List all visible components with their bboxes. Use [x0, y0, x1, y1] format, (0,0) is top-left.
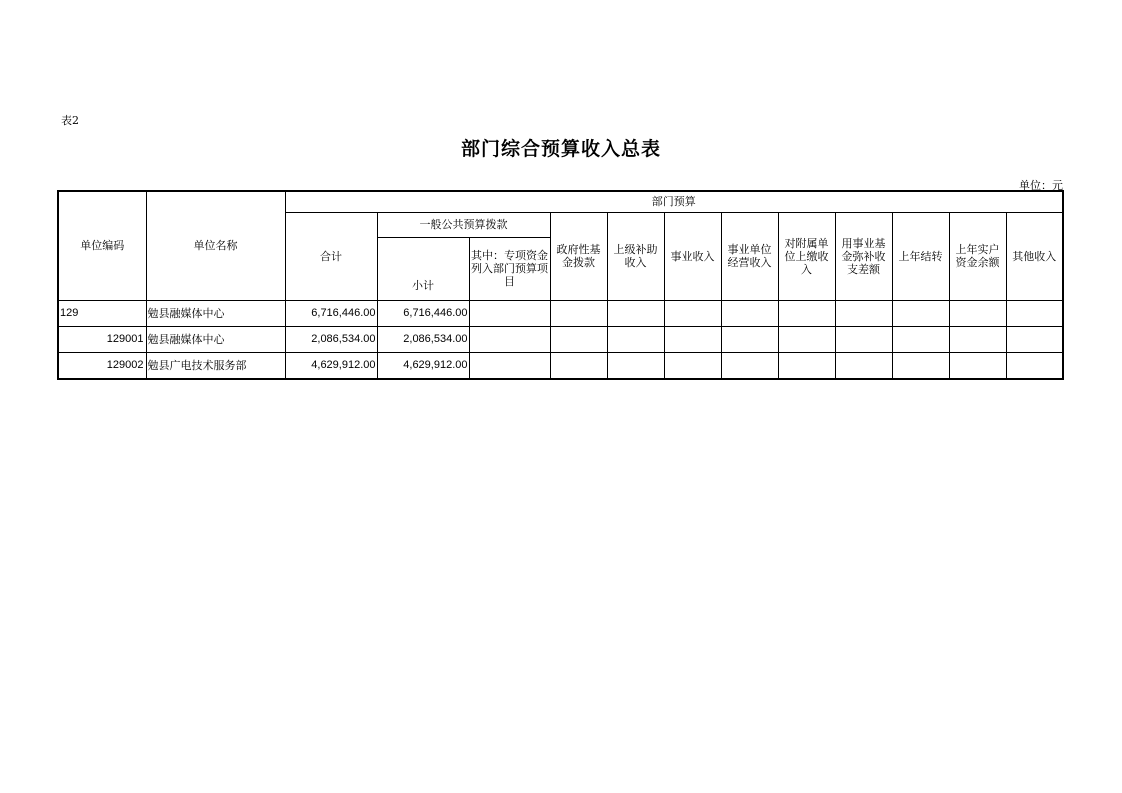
header-business-income: 事业收入	[664, 212, 721, 300]
cell-subtotal: 6,716,446.00	[377, 300, 469, 326]
table-row	[58, 326, 1063, 352]
header-other-income: 其他收入	[1006, 212, 1063, 300]
unit-label: 单位：元	[1019, 179, 1063, 192]
cell-empty	[469, 300, 550, 326]
cell-code: 129001	[58, 326, 146, 352]
budget-income-table	[57, 190, 1064, 380]
cell-empty	[1006, 326, 1063, 352]
cell-empty	[892, 352, 949, 379]
cell-empty	[949, 300, 1006, 326]
cell-empty	[778, 352, 835, 379]
header-gov-fund: 政府性基金拨款	[550, 212, 607, 300]
cell-code: 129002	[58, 352, 146, 379]
header-unit-code: 单位编码	[58, 191, 146, 300]
cell-total: 6,716,446.00	[285, 300, 377, 326]
header-subtotal: 小计	[377, 237, 469, 300]
table-row	[58, 352, 1063, 379]
cell-empty	[835, 326, 892, 352]
table-number: 表2	[61, 114, 79, 127]
cell-empty	[949, 352, 1006, 379]
header-special-funds: 其中：专项资金列入部门预算项目	[469, 237, 550, 300]
cell-name: 勉县融媒体中心	[146, 300, 285, 326]
cell-total: 4,629,912.00	[285, 352, 377, 379]
cell-total: 2,086,534.00	[285, 326, 377, 352]
cell-empty	[721, 352, 778, 379]
cell-empty	[664, 326, 721, 352]
cell-empty	[664, 352, 721, 379]
cell-empty	[721, 326, 778, 352]
cell-empty	[835, 300, 892, 326]
page-title: 部门综合预算收入总表	[460, 138, 661, 160]
cell-empty	[892, 326, 949, 352]
cell-empty	[607, 300, 664, 326]
header-prior-balance: 上年实户资金余额	[949, 212, 1006, 300]
cell-empty	[664, 300, 721, 326]
cell-empty	[835, 352, 892, 379]
cell-empty	[550, 352, 607, 379]
cell-subtotal: 4,629,912.00	[377, 352, 469, 379]
cell-empty	[778, 326, 835, 352]
cell-empty	[1006, 300, 1063, 326]
cell-empty	[607, 352, 664, 379]
cell-empty	[469, 326, 550, 352]
cell-empty	[721, 300, 778, 326]
cell-subtotal: 2,086,534.00	[377, 326, 469, 352]
cell-empty	[550, 326, 607, 352]
cell-code: 129	[58, 300, 146, 326]
header-fund-offset: 用事业基金弥补收支差额	[835, 212, 892, 300]
cell-empty	[1006, 352, 1063, 379]
header-dept-budget: 部门预算	[285, 191, 1063, 212]
header-unit-name: 单位名称	[146, 191, 285, 300]
cell-empty	[469, 352, 550, 379]
header-carryover: 上年结转	[892, 212, 949, 300]
cell-name: 勉县广电技术服务部	[146, 352, 285, 379]
header-superior-subsidy: 上级补助收入	[607, 212, 664, 300]
cell-empty	[949, 326, 1006, 352]
cell-empty	[892, 300, 949, 326]
header-affiliated-income: 对附属单位上缴收入	[778, 212, 835, 300]
cell-name: 勉县融媒体中心	[146, 326, 285, 352]
cell-empty	[778, 300, 835, 326]
header-general-public-budget: 一般公共预算拨款	[377, 212, 550, 237]
header-operating-income: 事业单位经营收入	[721, 212, 778, 300]
table-row	[58, 300, 1063, 326]
cell-empty	[550, 300, 607, 326]
header-total: 合计	[285, 212, 377, 300]
cell-empty	[607, 326, 664, 352]
